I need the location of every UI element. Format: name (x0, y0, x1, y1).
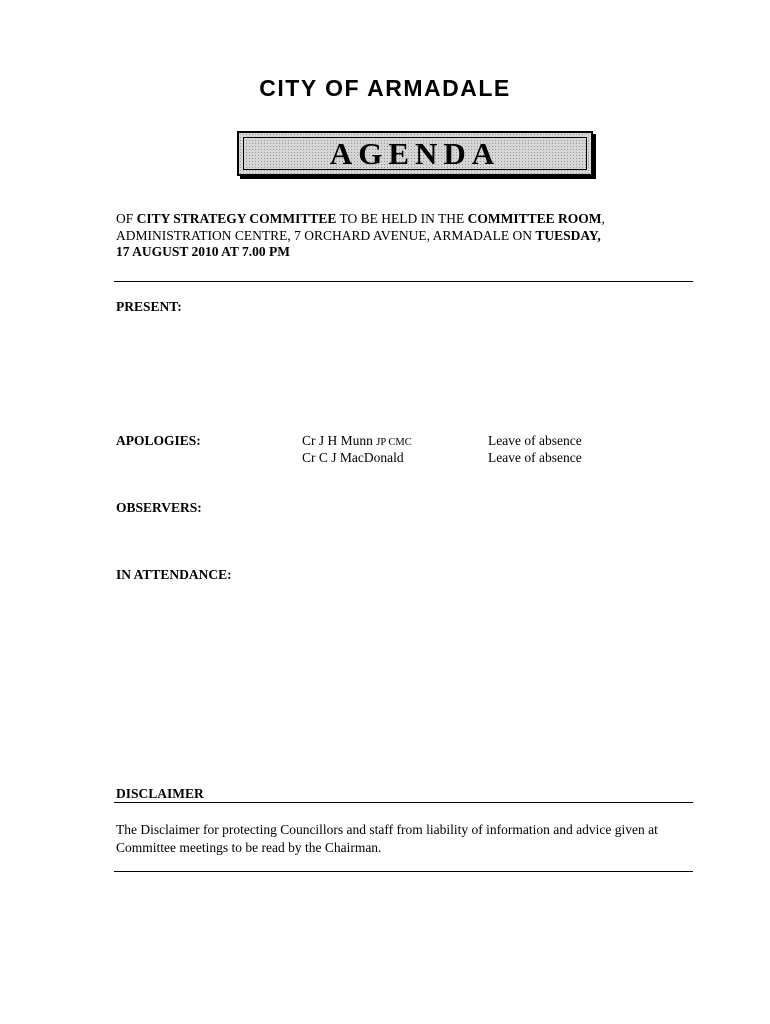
apologies-label: APOLOGIES: (116, 433, 201, 448)
intro-prefix: OF (116, 211, 137, 226)
intro-comma: , (601, 211, 605, 226)
organisation-title: CITY OF ARMADALE (259, 75, 511, 101)
meeting-date-time: 17 AUGUST 2010 AT 7.00 PM (116, 244, 291, 259)
apology-name-1-text: Cr J H Munn (302, 433, 373, 448)
committee-name: CITY STRATEGY COMMITTEE (136, 211, 337, 226)
meeting-day: TUESDAY, (535, 227, 601, 243)
meeting-room: COMMITTEE ROOM (467, 211, 602, 226)
present-label: PRESENT: (116, 299, 182, 314)
meeting-details-line-3 (116, 244, 696, 261)
observers-label: OBSERVERS: (116, 500, 202, 515)
meeting-details-line-2 (116, 228, 696, 245)
apology-name-1 (302, 433, 412, 451)
disclaimer-text: The Disclaimer for protecting Councillors and staff from liability of information and advice given at Committee meetings to be read by the Chairman. (116, 822, 658, 855)
apology-reason-1: Leave of absence (488, 433, 582, 448)
footer-divider (114, 871, 693, 872)
intro-connector: TO BE HELD IN THE (336, 211, 468, 226)
apology-reason-2: Leave of absence (488, 450, 582, 465)
meeting-address: ADMINISTRATION CENTRE, 7 ORCHARD AVENUE, ARMADALE ON (116, 227, 536, 243)
in-attendance-label: IN ATTENDANCE: (116, 567, 232, 582)
apology-name-1-suffix: JP CMC (376, 437, 412, 448)
meeting-details-line-1 (116, 211, 696, 228)
apology-name-2: Cr C J MacDonald (302, 450, 404, 465)
disclaimer-divider (114, 802, 693, 803)
disclaimer-heading: DISCLAIMER (116, 786, 204, 801)
agenda-banner (237, 131, 593, 176)
meeting-details (116, 211, 696, 261)
agenda-banner-label: AGENDA (243, 137, 587, 170)
header-divider (114, 281, 693, 282)
